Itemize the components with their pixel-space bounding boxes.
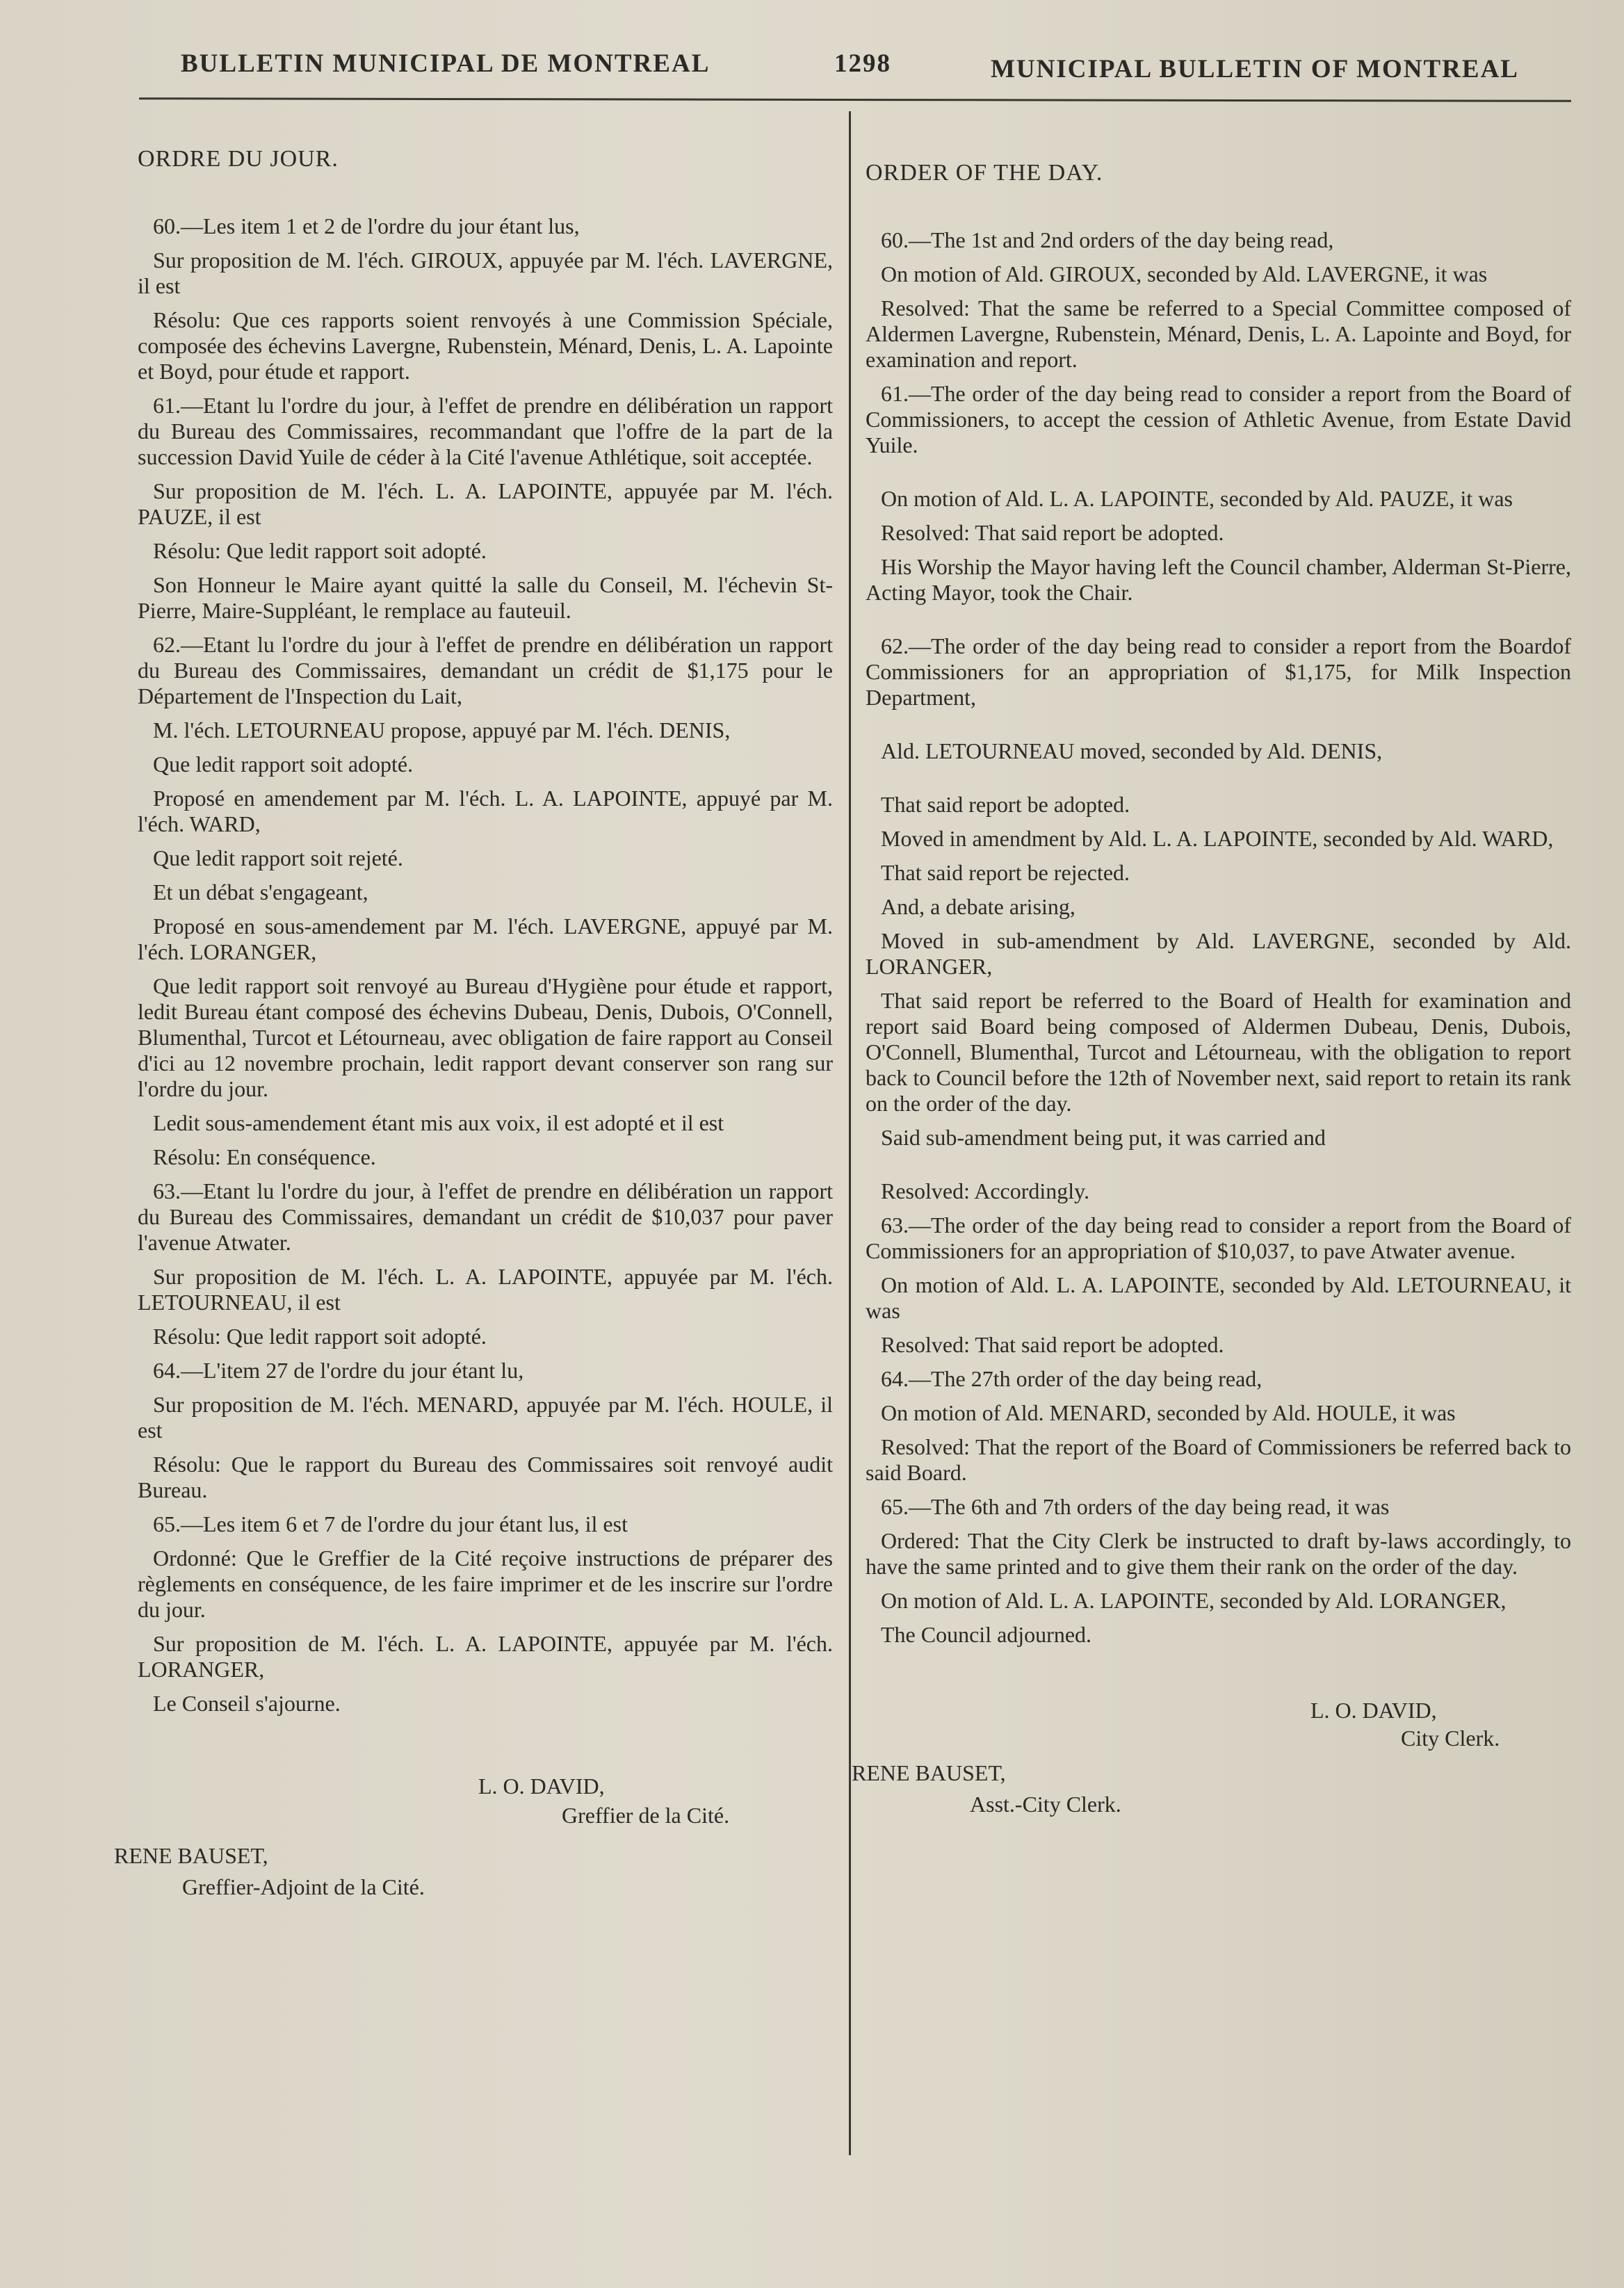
en-paragraph: Resolved: That the report of the Board of Commissioners be referred back to said Board. <box>866 1434 1571 1485</box>
fr-paragraph: Sur proposition de M. l'éch. MENARD, appuyée par M. l'éch. HOULE, il est <box>138 1392 833 1443</box>
en-paragraph: His Worship the Mayor having left the Council chamber, Alderman St-Pierre, Acting Mayor, took the Chair. <box>866 554 1571 605</box>
spacer <box>866 772 1571 792</box>
page-number: 1298 <box>834 49 891 78</box>
en-paragraph: That said report be adopted. <box>881 792 1130 817</box>
fr-paragraph: Résolu: Que ledit rapport soit adopté. <box>153 538 487 563</box>
en-paragraph: 61.—The order of the day being read to consider a report from the Board of Commissioners, to accept the cession of Athletic Avenue, from Estate David Yuile. <box>866 381 1571 457</box>
spacer <box>866 466 1571 486</box>
en-paragraph: The Council adjourned. <box>881 1622 1092 1647</box>
en-paragraph: Ordered: That the City Clerk be instructed to draft by-laws accordingly, to have the same printed and to give them their rank on the order of the day. <box>866 1528 1571 1579</box>
fr-assistant-title: Greffier-Adjoint de la Cité. <box>182 1874 425 1899</box>
fr-paragraph: Résolu: Que ces rapports soient renvoyés à une Commission Spéciale, composée des échevins Lavergne, Rubenstein, Ménard, Denis, L. A. Lapointe et Boyd, pour étude et rapport. <box>138 307 833 384</box>
en-paragraph: That said report be referred to the Board of Health for examination and report said Board being composed of Aldermen Dubeau, Denis, Dubois, O'Connell, Blumenthal, Turcot and Létourneau, with the obligation to report back to Council before the 12th of November next, said report to retain its rank on the order of the day. <box>866 988 1571 1116</box>
en-paragraph: Moved in amendment by Ald. L. A. LAPOINTE, seconded by Ald. WARD, <box>881 826 1554 851</box>
en-clerk-name: L. O. DAVID, <box>1310 1698 1437 1723</box>
english-signature <box>852 1656 1571 1817</box>
header-title-english: MUNICIPAL BULLETIN OF MONTREAL <box>991 55 1519 83</box>
en-paragraph: And, a debate arising, <box>881 894 1075 919</box>
en-paragraph: Moved in sub-amendment by Ald. LAVERGNE, seconded by Ald. LORANGER, <box>866 928 1571 979</box>
en-paragraph: 63.—The order of the day being read to consider a report from the Board of Commissioners for an appropriation of $10,037, to pave Atwater avenue. <box>866 1212 1571 1263</box>
fr-paragraph: 62.—Etant lu l'ordre du jour à l'effet de prendre en délibération un rapport du Bureau des Commissaires, demandant un crédit de $1,175 pour le Département de l'Inspection du Lait, <box>138 632 833 708</box>
fr-paragraph: Sur proposition de M. l'éch. GIROUX, appuyée par M. l'éch. LAVERGNE, il est <box>138 248 833 298</box>
fr-paragraph: Que ledit rapport soit adopté. <box>153 752 414 777</box>
fr-paragraph: Que ledit rapport soit rejeté. <box>153 845 403 870</box>
en-paragraph: 64.—The 27th order of the day being read, <box>881 1366 1262 1391</box>
fr-paragraph: Et un débat s'engageant, <box>153 879 368 904</box>
fr-paragraph: Sur proposition de M. l'éch. L. A. LAPOINTE, appuyée par M. l'éch. PAUZE, il est <box>138 478 833 529</box>
fr-paragraph: 63.—Etant lu l'ordre du jour, à l'effet de prendre en délibération un rapport du Bureau des Commissaires, demandant un crédit de $10,037 pour paver l'avenue Atwater. <box>138 1178 833 1255</box>
fr-paragraph: Proposé en sous-amendement par M. l'éch. LAVERGNE, appuyé par M. l'éch. LORANGER, <box>138 914 833 964</box>
en-paragraph: 60.—The 1st and 2nd orders of the day being read, <box>881 227 1334 252</box>
fr-paragraph: Sur proposition de M. l'éch. L. A. LAPOINTE, appuyée par M. l'éch. LORANGER, <box>138 1631 833 1682</box>
french-column <box>114 146 833 1899</box>
spacer <box>866 1159 1571 1178</box>
fr-paragraph: 65.—Les item 6 et 7 de l'ordre du jour étant lus, il est <box>153 1511 628 1536</box>
fr-clerk-title: Greffier de la Cité. <box>562 1803 730 1828</box>
fr-paragraph: Que ledit rapport soit renvoyé au Bureau d'Hygiène pour étude et rapport, ledit Bureau étant composé des échevins Dubeau, Denis, Dubois, O'Connell, Blumenthal, Turcot et Létourneau, avec obligation de faire rapport au Conseil d'ici au 12 novembre prochain, ledit rapport devant conserver son rang sur l'ordre du jour. <box>138 973 833 1101</box>
header-rule <box>139 97 1571 102</box>
en-paragraph: 62.—The order of the day being read to consider a report from the Boardof Commissioners for an appropriation of $1,175, for Milk Inspection Department, <box>866 633 1571 710</box>
en-paragraph: Resolved: That the same be referred to a Special Committee composed of Aldermen Lavergne, Rubenstein, Ménard, Denis, L. A. Lapointe and Boyd, for examination and report. <box>866 295 1571 372</box>
fr-paragraph: Son Honneur le Maire ayant quitté la salle du Conseil, M. l'échevin St-Pierre, Maire-Suppléant, le remplace au fauteuil. <box>138 572 833 623</box>
en-paragraph: On motion of Ald. L. A. LAPOINTE, seconded by Ald. LORANGER, <box>881 1588 1507 1613</box>
fr-clerk-name: L. O. DAVID, <box>478 1774 605 1799</box>
fr-paragraph: Sur proposition de M. l'éch. L. A. LAPOINTE, appuyée par M. l'éch. LETOURNEAU, il est <box>138 1264 833 1315</box>
en-paragraph: On motion of Ald. MENARD, seconded by Ald. HOULE, it was <box>881 1400 1456 1425</box>
en-paragraph: Said sub-amendment being put, it was carried and <box>881 1125 1326 1150</box>
english-column <box>852 160 1571 1817</box>
column-divider <box>849 111 851 2155</box>
en-clerk-title: City Clerk. <box>1401 1726 1500 1751</box>
en-paragraph: That said report be rejected. <box>881 860 1130 885</box>
fr-paragraph: Ledit sous-amendement étant mis aux voix, il est adopté et il est <box>153 1110 724 1135</box>
fr-paragraph: Proposé en amendement par M. l'éch. L. A. LAPOINTE, appuyé par M. l'éch. WARD, <box>138 786 833 836</box>
fr-paragraph: Résolu: Que ledit rapport soit adopté. <box>153 1324 487 1349</box>
en-assistant-title: Asst.-City Clerk. <box>970 1792 1121 1817</box>
spacer <box>866 614 1571 633</box>
fr-paragraph: 61.—Etant lu l'ordre du jour, à l'effet de prendre en délibération un rapport du Bureau des Commissaires, recommandant que l'offre de la part de la succession David Yuile de céder à la Cité l'avenue Athlétique, soit acceptée. <box>138 393 833 469</box>
en-paragraph: On motion of Ald. L. A. LAPOINTE, seconded by Ald. LETOURNEAU, it was <box>866 1272 1571 1323</box>
en-paragraph: Resolved: Accordingly. <box>881 1178 1090 1203</box>
french-signature <box>114 1725 833 1899</box>
fr-paragraph: Résolu: En conséquence. <box>153 1144 376 1169</box>
spacer <box>866 719 1571 738</box>
en-paragraph: Resolved: That said report be adopted. <box>881 1332 1224 1357</box>
en-paragraph: On motion of Ald. GIROUX, seconded by Ald. LAVERGNE, it was <box>881 261 1488 286</box>
english-heading: ORDER OF THE DAY. <box>866 160 1103 186</box>
fr-paragraph: 60.—Les item 1 et 2 de l'ordre du jour étant lus, <box>153 213 580 238</box>
fr-assistant-name: RENE BAUSET, <box>114 1843 268 1868</box>
en-paragraph: 65.—The 6th and 7th orders of the day being read, it was <box>881 1494 1390 1519</box>
fr-paragraph: Le Conseil s'ajourne. <box>153 1691 341 1716</box>
en-assistant-name: RENE BAUSET, <box>852 1760 1006 1785</box>
fr-paragraph: 64.—L'item 27 de l'ordre du jour étant lu, <box>153 1358 524 1383</box>
fr-paragraph: Résolu: Que le rapport du Bureau des Commissaires soit renvoyé audit Bureau. <box>138 1452 833 1502</box>
en-paragraph: Ald. LETOURNEAU moved, seconded by Ald. DENIS, <box>881 738 1383 763</box>
en-paragraph: Resolved: That said report be adopted. <box>881 520 1224 545</box>
french-heading: ORDRE DU JOUR. <box>138 146 339 172</box>
fr-paragraph: Ordonné: Que le Greffier de la Cité reçoive instructions de préparer des règlements en conséquence, de les faire imprimer et de les inscrire sur l'ordre du jour. <box>138 1545 833 1622</box>
page-header <box>139 49 1543 90</box>
en-paragraph: On motion of Ald. L. A. LAPOINTE, seconded by Ald. PAUZE, it was <box>881 486 1513 511</box>
header-title-french: BULLETIN MUNICIPAL DE MONTREAL <box>181 49 710 78</box>
fr-paragraph: M. l'éch. LETOURNEAU propose, appuyé par M. l'éch. DENIS, <box>153 717 731 743</box>
